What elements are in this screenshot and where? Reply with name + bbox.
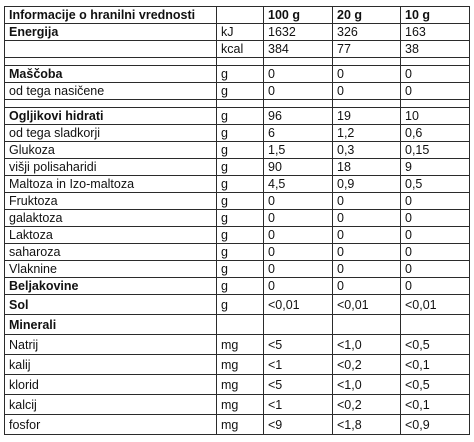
value-20g	[333, 315, 401, 335]
value-100g: <1	[264, 355, 333, 375]
value-20g: <1,0	[333, 335, 401, 355]
value-10g: <0,01	[401, 295, 470, 315]
value-100g: 0	[264, 83, 333, 100]
value-10g: 38	[401, 41, 470, 58]
value-10g: 0	[401, 193, 470, 210]
row-label: od tega nasičene	[5, 83, 217, 100]
value-100g: 0	[264, 227, 333, 244]
value-10g: 0	[401, 210, 470, 227]
spacer-cell	[264, 100, 333, 108]
value-10g: 0	[401, 278, 470, 295]
row-beljakovine	[5, 278, 470, 295]
row-label: fosfor	[5, 415, 217, 435]
value-20g: 0	[333, 66, 401, 83]
spacer-cell	[333, 100, 401, 108]
row-klorid	[5, 375, 470, 395]
row-label: Sol	[5, 295, 217, 315]
spacer-cell	[401, 58, 470, 66]
row-unit: g	[217, 83, 264, 100]
value-20g: <1,0	[333, 375, 401, 395]
row-unit: mg	[217, 375, 264, 395]
value-20g: <0,2	[333, 395, 401, 415]
value-100g: <9	[264, 415, 333, 435]
row-energija-kj	[5, 24, 470, 41]
row-unit: g	[217, 142, 264, 159]
value-10g: 0,15	[401, 142, 470, 159]
row-label: Minerali	[5, 315, 217, 335]
col-header-20g: 20 g	[333, 7, 401, 24]
row-nasicene	[5, 83, 470, 100]
spacer-cell	[264, 58, 333, 66]
row-label: kalij	[5, 355, 217, 375]
value-10g: <0,1	[401, 395, 470, 415]
value-100g: 1632	[264, 24, 333, 41]
value-10g: <0,5	[401, 335, 470, 355]
row-natrij	[5, 335, 470, 355]
row-saharoza	[5, 244, 470, 261]
row-label: Beljakovine	[5, 278, 217, 295]
row-kalcij	[5, 395, 470, 415]
value-100g: 0	[264, 210, 333, 227]
value-10g	[401, 315, 470, 335]
row-ogljikovi-hidrati	[5, 108, 470, 125]
col-header-100g: 100 g	[264, 7, 333, 24]
value-10g: 0	[401, 227, 470, 244]
value-20g: 0	[333, 227, 401, 244]
row-unit: g	[217, 295, 264, 315]
row-unit: kcal	[217, 41, 264, 58]
value-10g: 0,5	[401, 176, 470, 193]
row-unit: g	[217, 261, 264, 278]
row-fruktoza	[5, 193, 470, 210]
value-10g: <0,9	[401, 415, 470, 435]
spacer-cell	[5, 58, 217, 66]
row-unit: g	[217, 159, 264, 176]
row-unit: g	[217, 210, 264, 227]
row-label: Natrij	[5, 335, 217, 355]
row-kalij	[5, 355, 470, 375]
value-100g	[264, 315, 333, 335]
row-label: galaktoza	[5, 210, 217, 227]
row-maltoza	[5, 176, 470, 193]
value-20g: 1,2	[333, 125, 401, 142]
row-label: Maltoza in Izo-maltoza	[5, 176, 217, 193]
spacer-cell	[217, 58, 264, 66]
value-20g: 0,3	[333, 142, 401, 159]
row-fosfor	[5, 415, 470, 435]
value-10g: <0,5	[401, 375, 470, 395]
value-100g: <1	[264, 395, 333, 415]
value-100g: <5	[264, 375, 333, 395]
row-unit: mg	[217, 395, 264, 415]
value-10g: 0	[401, 244, 470, 261]
nutrition-table-container	[4, 6, 469, 435]
row-label: Laktoza	[5, 227, 217, 244]
row-label: klorid	[5, 375, 217, 395]
value-20g: 0,9	[333, 176, 401, 193]
value-20g: 0	[333, 261, 401, 278]
row-laktoza	[5, 227, 470, 244]
value-100g: 0	[264, 261, 333, 278]
spacer-row	[5, 100, 470, 108]
spacer-cell	[5, 100, 217, 108]
value-20g: <1,8	[333, 415, 401, 435]
value-10g: 163	[401, 24, 470, 41]
value-100g: 0	[264, 244, 333, 261]
value-10g: <0,1	[401, 355, 470, 375]
value-10g: 10	[401, 108, 470, 125]
row-unit: g	[217, 278, 264, 295]
row-label: saharoza	[5, 244, 217, 261]
row-unit: g	[217, 176, 264, 193]
row-label: od tega sladkorji	[5, 125, 217, 142]
row-mascoba	[5, 66, 470, 83]
value-20g: <0,2	[333, 355, 401, 375]
value-100g: 0	[264, 66, 333, 83]
value-100g: 0	[264, 193, 333, 210]
value-20g: 77	[333, 41, 401, 58]
row-unit: g	[217, 66, 264, 83]
row-label: Maščoba	[5, 66, 217, 83]
value-100g: <0,01	[264, 295, 333, 315]
row-label: Ogljikovi hidrati	[5, 108, 217, 125]
row-label: Energija	[5, 24, 217, 41]
value-10g: 0,6	[401, 125, 470, 142]
row-glukoza	[5, 142, 470, 159]
nutrition-table	[4, 6, 470, 435]
spacer-cell	[217, 100, 264, 108]
row-label: kalcij	[5, 395, 217, 415]
row-unit	[217, 315, 264, 335]
row-label: Vlaknine	[5, 261, 217, 278]
spacer-cell	[401, 100, 470, 108]
spacer-cell	[333, 58, 401, 66]
row-unit: g	[217, 244, 264, 261]
row-label: višji polisaharidi	[5, 159, 217, 176]
row-label	[5, 41, 217, 58]
value-20g: <0,01	[333, 295, 401, 315]
row-unit: mg	[217, 415, 264, 435]
value-20g: 19	[333, 108, 401, 125]
value-20g: 18	[333, 159, 401, 176]
col-header-10g: 10 g	[401, 7, 470, 24]
value-100g: <5	[264, 335, 333, 355]
row-unit: mg	[217, 335, 264, 355]
value-20g: 0	[333, 278, 401, 295]
row-minerali	[5, 315, 470, 335]
value-100g: 1,5	[264, 142, 333, 159]
value-10g: 0	[401, 83, 470, 100]
row-galaktoza	[5, 210, 470, 227]
row-sol	[5, 295, 470, 315]
row-unit: mg	[217, 355, 264, 375]
row-sladkorji	[5, 125, 470, 142]
value-100g: 0	[264, 278, 333, 295]
row-polisaharidi	[5, 159, 470, 176]
value-20g: 326	[333, 24, 401, 41]
row-unit: g	[217, 227, 264, 244]
spacer-row	[5, 58, 470, 66]
row-label: Glukoza	[5, 142, 217, 159]
row-label: Fruktoza	[5, 193, 217, 210]
value-20g: 0	[333, 83, 401, 100]
row-unit: g	[217, 193, 264, 210]
value-100g: 384	[264, 41, 333, 58]
value-100g: 4,5	[264, 176, 333, 193]
value-10g: 0	[401, 66, 470, 83]
value-20g: 0	[333, 193, 401, 210]
row-unit: g	[217, 108, 264, 125]
value-10g: 9	[401, 159, 470, 176]
value-100g: 96	[264, 108, 333, 125]
row-unit: g	[217, 125, 264, 142]
row-energija-kcal	[5, 41, 470, 58]
unit-header	[217, 7, 264, 24]
row-vlaknine	[5, 261, 470, 278]
value-20g: 0	[333, 210, 401, 227]
table-title: Informacije o hranilni vrednosti	[5, 7, 217, 24]
value-100g: 90	[264, 159, 333, 176]
value-20g: 0	[333, 244, 401, 261]
header-row	[5, 7, 470, 24]
value-10g: 0	[401, 261, 470, 278]
value-100g: 6	[264, 125, 333, 142]
row-unit: kJ	[217, 24, 264, 41]
